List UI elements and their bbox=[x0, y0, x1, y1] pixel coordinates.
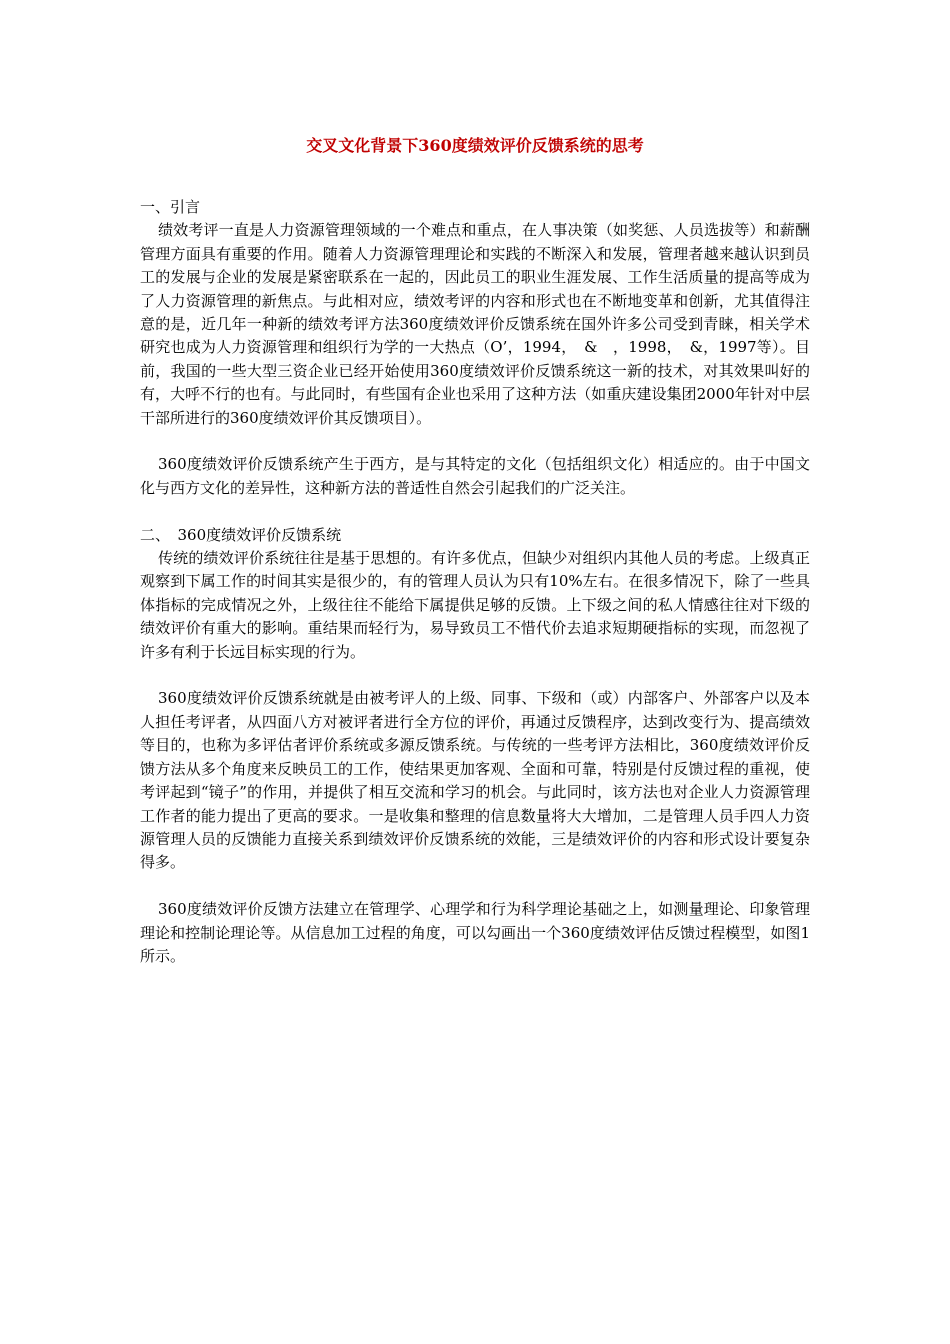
paragraph-gap bbox=[140, 430, 810, 453]
paragraph: 360度绩效评价反馈系统产生于西方，是与其特定的文化（包括组织文化）相适应的。由于中国文化与西方文化的差异性，这种新方法的普适性自然会引起我们的广泛关注。 bbox=[140, 455, 810, 497]
section-heading-360-system: 二、 360度绩效评价反馈系统 bbox=[140, 525, 342, 544]
paragraph: 传统的绩效评价系统往往是基于思想的。有许多优点，但缺少对组织内其他人员的考虑。上级真正观察到下属工作的时间其实是很少的，有的管理人员认为只有10%左右。在很多情况下，除了一些具体指标的完成情况之外，上级往往不能给下属提供足够的反馈。上下级之间的私人情感往往对下级的绩效评价有重大的影响。重结果而轻行为，易导致员工不惜代价去追求短期硬指标的实现，而忽视了许多有利于长远目标实现的行为。 bbox=[140, 549, 810, 661]
paragraph: 360度绩效评价反馈方法建立在管理学、心理学和行为科学理论基础之上，如测量理论、印象管理理论和控制论理论等。从信息加工过程的角度，可以勾画出一个360度绩效评估反馈过程模型，如图1所示。 bbox=[140, 900, 810, 965]
paragraph-gap bbox=[140, 875, 810, 898]
paragraph-gap bbox=[140, 664, 810, 687]
section-heading-introduction: 一、引言 bbox=[140, 198, 201, 216]
paragraph-gap bbox=[140, 500, 810, 523]
document-title: 交叉文化背景下360度绩效评价反馈系统的思考 bbox=[306, 136, 644, 155]
paragraph: 360度绩效评价反馈系统就是由被考评人的上级、同事、下级和（或）内部客户、外部客户以及本人担任考评者，从四面八方对被评者进行全方位的评价，再通过反馈程序，达到改变行为、提高绩效等目的，也称为多评估者评价系统或多源反馈系统。与传统的一些考评方法相比，360度绩效评价反馈方法从多个角度来反映员工的工作，使结果更加客观、全面和可靠，特别是付反馈过程的重视，使考评起到“镜子”的作用，并提供了相互交流和学习的机会。与此同时，该方法也对企业人力资源管理工作者的能力提出了更高的要求。一是收集和整理的信息数量将大大增加，二是管理人员手四人力资源管理人员的反馈能力直接关系到绩效评价反馈系统的效能，三是绩效评价的内容和形式设计要复杂得多。 bbox=[140, 689, 810, 872]
paragraph: 绩效考评一直是人力资源管理领域的一个难点和重点，在人事决策（如奖惩、人员选拔等）和薪酬管理方面具有重要的作用。随着人力资源管理理论和实践的不断深入和发展，管理者越来越认识到员工的发展与企业的发展是紧密联系在一起的，因此员工的职业生涯发展、工作生活质量的提高等成为了人力资源管理的新焦点。与此相对应，绩效考评的内容和形式也在不断地变革和创新，尤其值得注意的是，近几年一种新的绩效考评方法360度绩效评价反馈系统在国外许多公司受到青睐，相关学术研究也成为人力资源管理和组织行为学的一大热点（O’，1994， & ，1998， &，1997等）。目前，我国的一些大型三资企业已经开始使用360度绩效评价反馈系统这一新的技术，对其效果叫好的有，大呼不行的也有。与此同时，有些国有企业也采用了这种方法（如重庆建设集团2000年针对中层干部所进行的360度绩效评价其反馈项目）。 bbox=[140, 221, 810, 427]
document-body bbox=[140, 196, 810, 968]
